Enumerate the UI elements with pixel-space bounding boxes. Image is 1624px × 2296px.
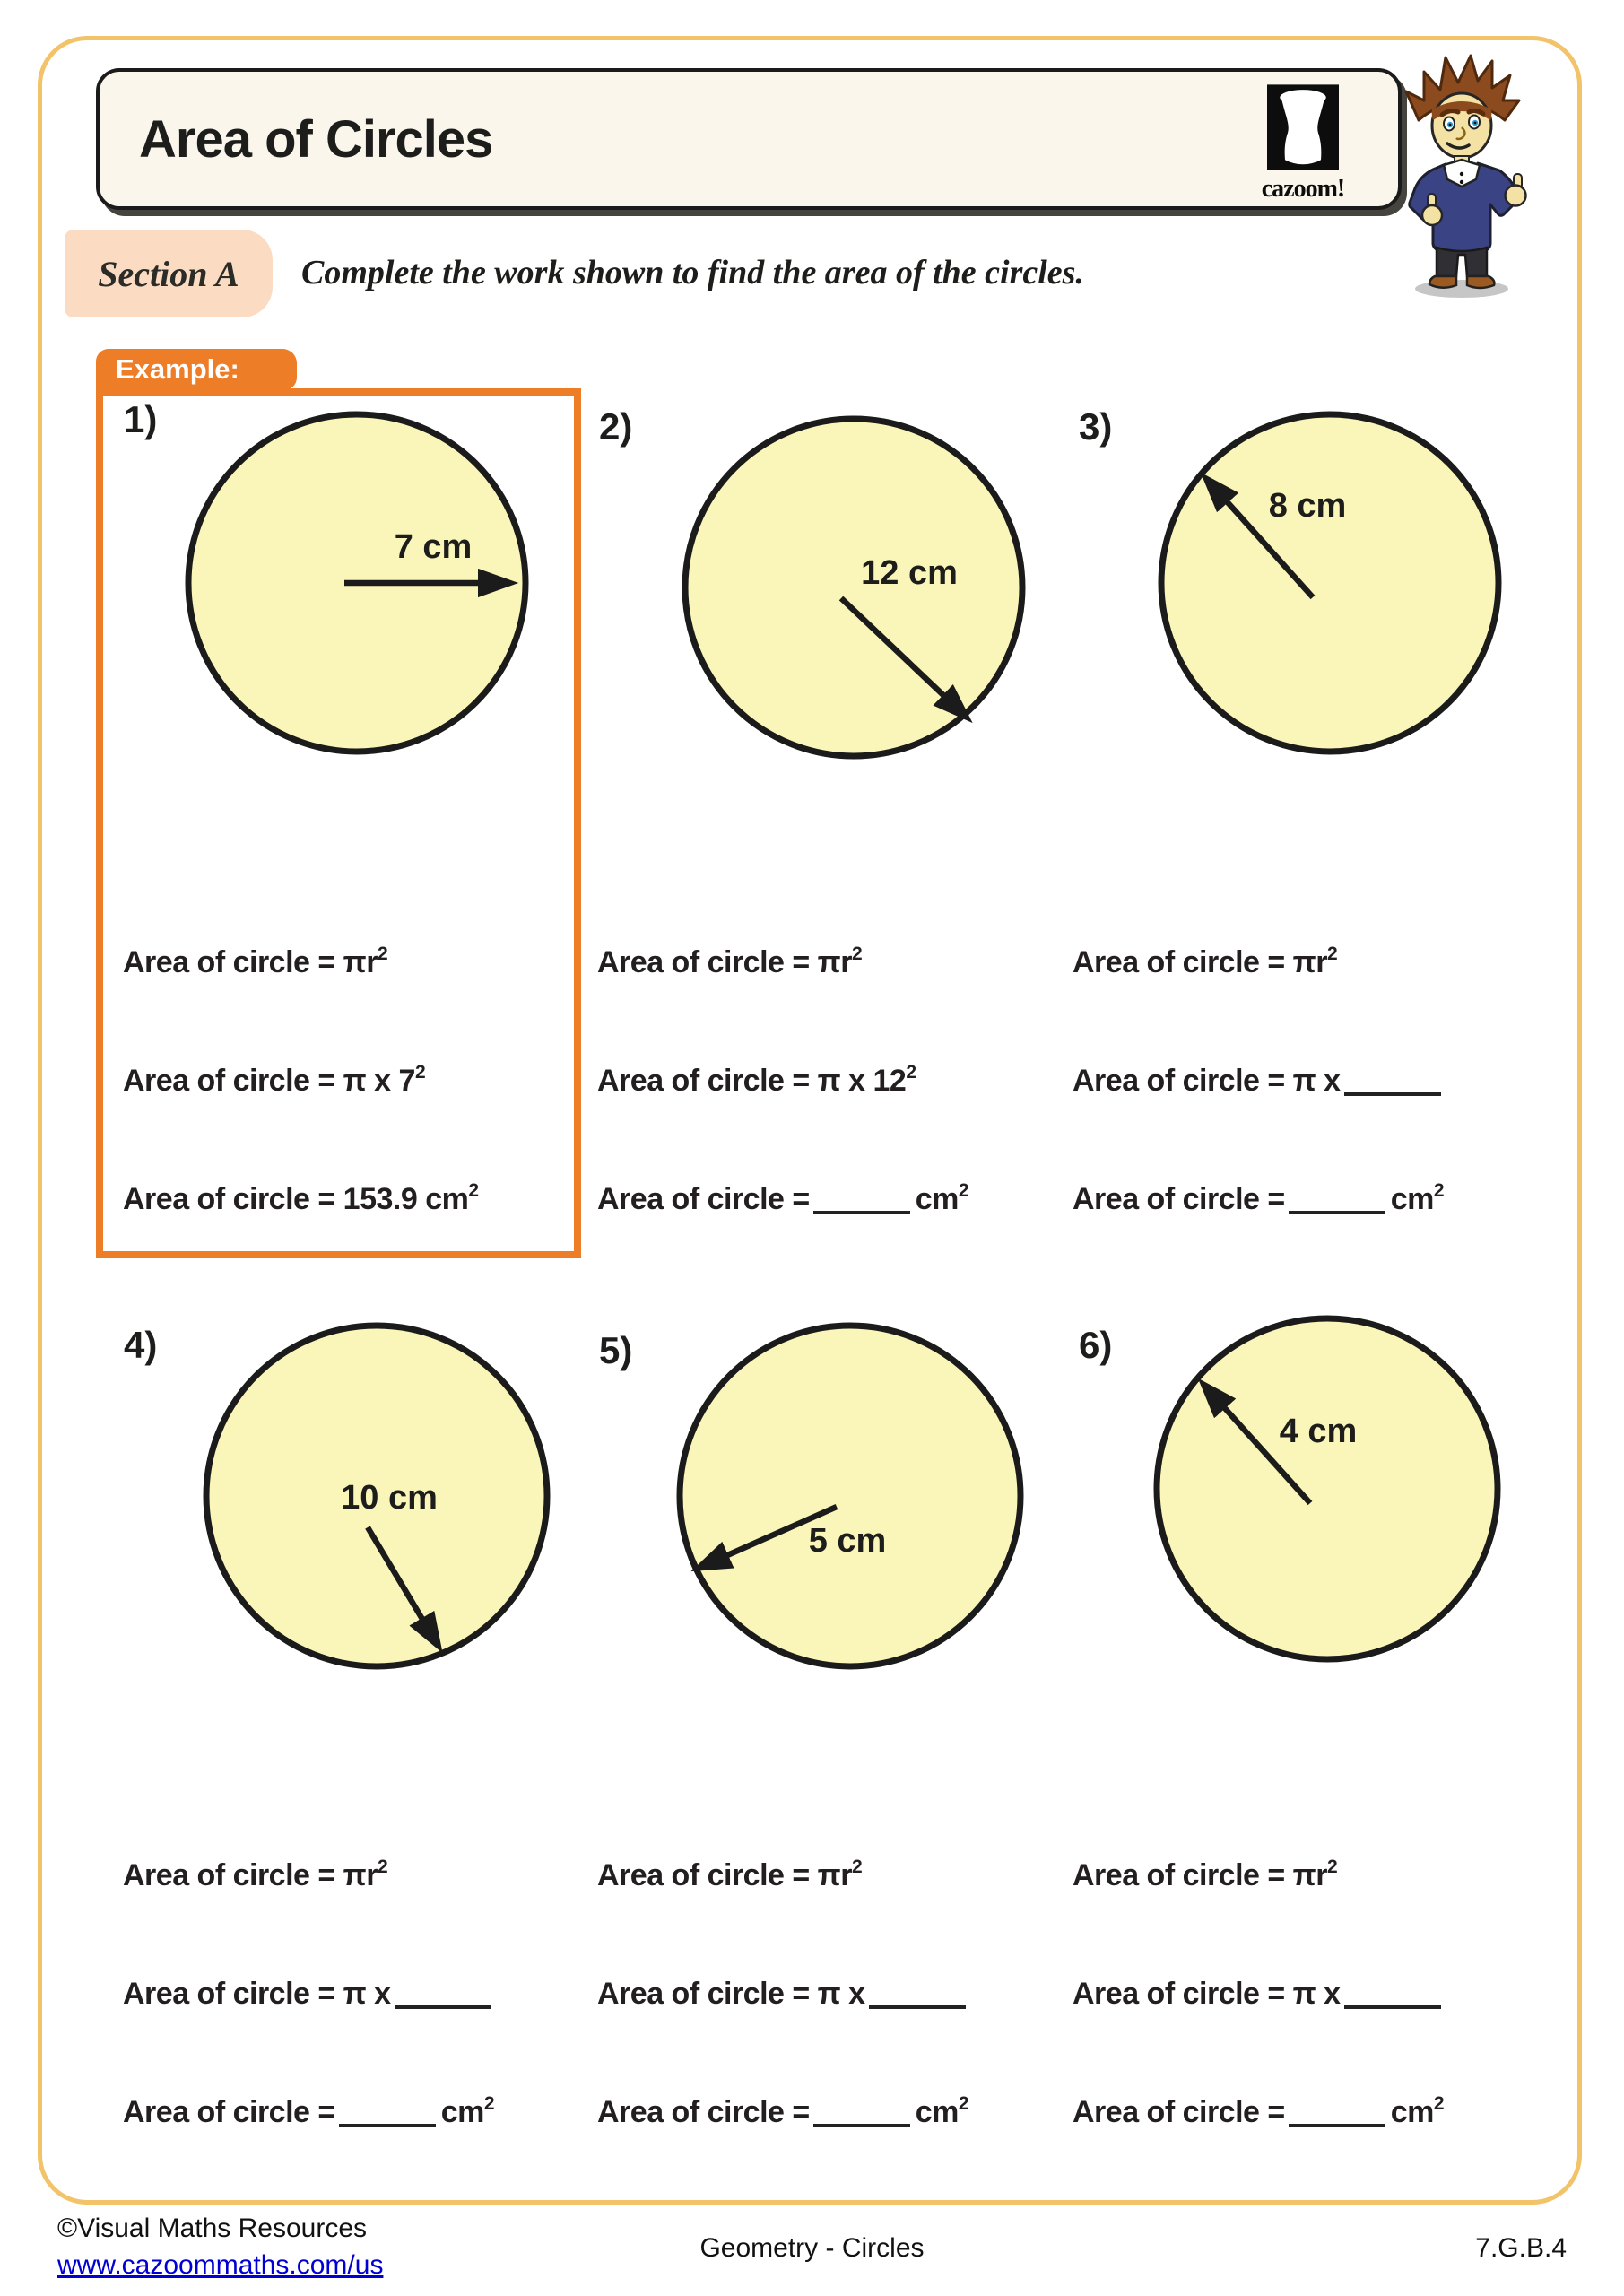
- p4-formula-line-2: Area of circle = π x: [123, 1977, 497, 2012]
- radius-label: 8 cm: [1268, 487, 1347, 525]
- radius-label: 5 cm: [808, 1522, 887, 1560]
- problem-3-number: 3): [1079, 405, 1113, 448]
- footer-topic: Geometry - Circles: [699, 2233, 925, 2263]
- p6-formula-line-2: Area of circle = π x: [1073, 1977, 1446, 2012]
- p4-formula-line-1: Area of circle = $\pi r^2$: [123, 1857, 388, 1892]
- problem-2-number: 2): [599, 405, 633, 448]
- logo-text: cazoom!: [1261, 175, 1345, 203]
- answer-blank[interactable]: [1289, 1211, 1385, 1214]
- p3-formula-line-1: Area of circle = $\pi r^2$: [1073, 944, 1338, 979]
- p1-formula-line-1: Area of circle = $\pi r^2$: [123, 944, 388, 979]
- p1-formula-line-2: Area of circle = π x $7^2$: [123, 1062, 426, 1098]
- section-a-tag: [65, 230, 273, 317]
- answer-blank[interactable]: [869, 2005, 966, 2009]
- radius-label: 10 cm: [341, 1479, 438, 1517]
- answer-blank[interactable]: [813, 1211, 910, 1214]
- radius-label: 12 cm: [861, 554, 958, 592]
- circle-diagram-5: [662, 1308, 1038, 1684]
- instruction-text: Complete the work shown to find the area of the circles.: [301, 254, 1084, 291]
- problem-5-number: 5): [599, 1329, 633, 1371]
- answer-blank[interactable]: [1289, 2124, 1385, 2127]
- p5-formula-line-1: Area of circle = $\pi r^2$: [597, 1857, 863, 1892]
- p2-formula-line-2: Area of circle = π x $12^2$: [597, 1062, 916, 1098]
- p5-formula-line-2: Area of circle = π x: [597, 1977, 971, 2012]
- p2-formula-line-1: Area of circle = $\pi r^2$: [597, 944, 863, 979]
- answer-blank[interactable]: [339, 2124, 436, 2127]
- problem-6-number: 6): [1079, 1324, 1113, 1366]
- answer-blank[interactable]: [813, 2124, 910, 2127]
- circle-diagram-6: [1139, 1300, 1515, 1677]
- example-tag: Example:: [96, 349, 297, 390]
- answer-blank[interactable]: [395, 2005, 491, 2009]
- p3-formula-line-2: Area of circle = π x: [1073, 1064, 1446, 1099]
- cazoom-logo: [1248, 84, 1358, 204]
- standard-code: 7.G.B.4: [1475, 2233, 1567, 2263]
- p5-formula-line-3: Area of circle = $cm^2$: [597, 2093, 969, 2129]
- radius-label: 4 cm: [1279, 1413, 1358, 1450]
- mascot-illustration: [1388, 50, 1539, 301]
- title-box: [96, 68, 1402, 210]
- answer-blank[interactable]: [1344, 1092, 1441, 1096]
- circle-diagram-3: [1142, 395, 1518, 771]
- p4-formula-line-3: Area of circle = $cm^2$: [123, 2093, 495, 2129]
- p6-formula-line-3: Area of circle = $cm^2$: [1073, 2093, 1445, 2129]
- circle-diagram-4: [188, 1308, 565, 1684]
- circle-diagram-2: [665, 399, 1042, 776]
- section-label: Section A: [98, 253, 239, 294]
- page-title: Area of Circles: [139, 109, 493, 169]
- problem-1-number: 1): [124, 398, 158, 440]
- p2-formula-line-3: Area of circle = $cm^2$: [597, 1180, 969, 1216]
- website-link[interactable]: www.cazoommaths.com/us: [57, 2250, 384, 2280]
- copyright-text: ©Visual Maths Resources: [57, 2213, 368, 2243]
- p1-formula-line-3: Area of circle = 153.9 $cm^2$: [123, 1180, 479, 1216]
- circle-diagram-1: [169, 395, 545, 771]
- drum-icon: [1267, 84, 1339, 170]
- answer-blank[interactable]: [1344, 2005, 1441, 2009]
- p3-formula-line-3: Area of circle = $cm^2$: [1073, 1180, 1445, 1216]
- problem-4-number: 4): [124, 1324, 158, 1366]
- p6-formula-line-1: Area of circle = $\pi r^2$: [1073, 1857, 1338, 1892]
- radius-label: 7 cm: [394, 528, 473, 566]
